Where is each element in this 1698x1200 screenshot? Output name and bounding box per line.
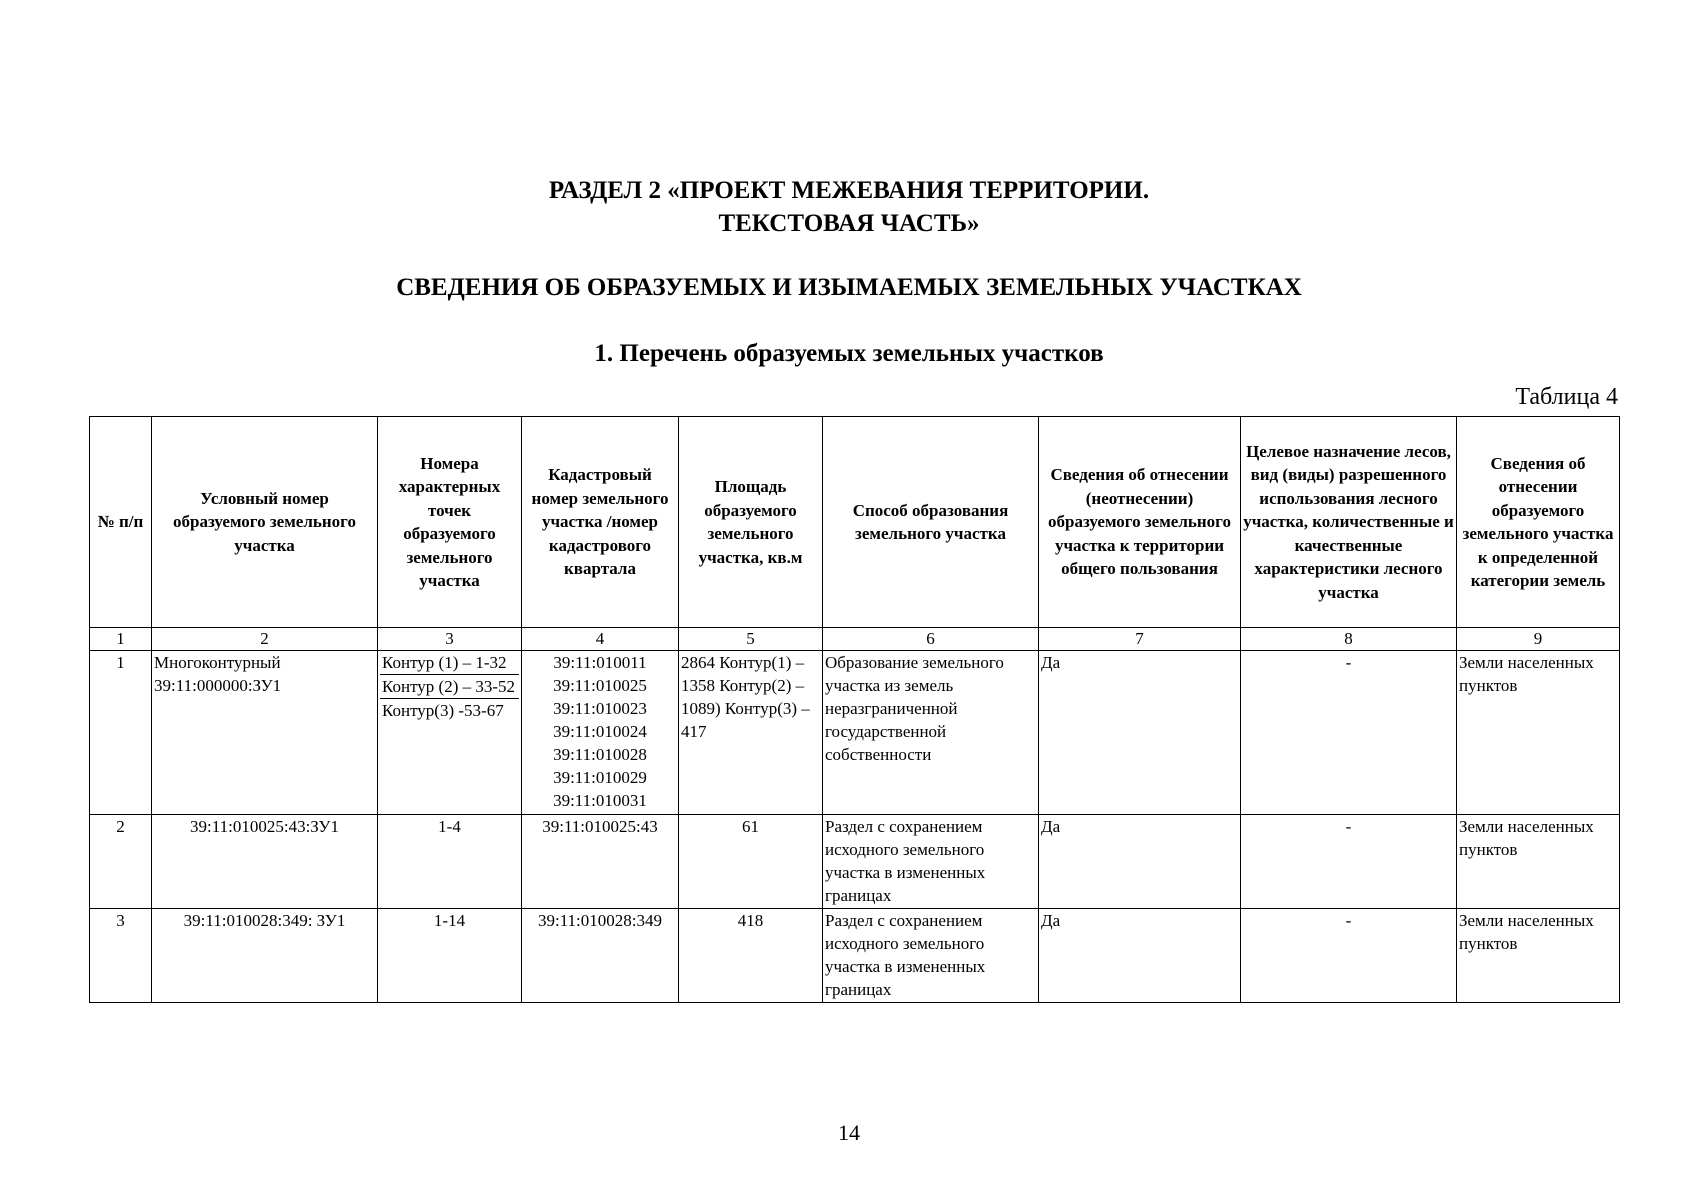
column-number: 6 bbox=[823, 628, 1039, 651]
parcel-number: 39:11:010025:43:ЗУ1 bbox=[152, 815, 378, 909]
column-number: 7 bbox=[1039, 628, 1241, 651]
table-row bbox=[90, 909, 1620, 1003]
header-cell: Сведения об отнесении (неотнесении) образуемого земельного участка к территории общего пользования bbox=[1039, 417, 1241, 628]
column-number: 8 bbox=[1241, 628, 1457, 651]
table-row bbox=[90, 815, 1620, 909]
contour-points: Контур (1) – 1-32 bbox=[380, 651, 519, 675]
points-cell: 1-4 bbox=[378, 815, 522, 909]
cadastral-number: 39:11:010011 39:11:010025 39:11:010023 39:11:010024 39:11:010028 39:11:010029 39:11:010031 bbox=[522, 651, 679, 815]
area: 418 bbox=[679, 909, 823, 1003]
contour-points: Контур(3) -53-67 bbox=[382, 701, 504, 720]
contour-points: Контур (2) – 33-52 bbox=[380, 675, 519, 699]
forest-purpose: - bbox=[1241, 651, 1457, 815]
header-cell: Сведения об отнесении образуемого земельного участка к определенной категории земель bbox=[1457, 417, 1620, 628]
area: 2864 Контур(1) – 1358 Контур(2) – 1089) Контур(3) – 417 bbox=[679, 651, 823, 815]
column-number: 9 bbox=[1457, 628, 1620, 651]
header-cell: Целевое назначение лесов, вид (виды) разрешенного использования лесного участка, количественные и качественные характеристики лесного участка bbox=[1241, 417, 1457, 628]
header-cell: Способ образования земельного участка bbox=[823, 417, 1039, 628]
table-label: Таблица 4 bbox=[1515, 384, 1618, 410]
header-cell: Площадь образуемого земельного участка, кв.м bbox=[679, 417, 823, 628]
row-number: 3 bbox=[90, 909, 152, 1003]
parcel-number: Многоконтурный 39:11:000000:ЗУ1 bbox=[152, 651, 378, 815]
formation-method: Раздел с сохранением исходного земельного участка в измененных границах bbox=[823, 815, 1039, 909]
column-number: 3 bbox=[378, 628, 522, 651]
table-row bbox=[90, 651, 1620, 815]
forest-purpose: - bbox=[1241, 909, 1457, 1003]
land-category: Земли населенных пунктов bbox=[1457, 815, 1620, 909]
header-cell: Номера характерных точек образуемого земельного участка bbox=[378, 417, 522, 628]
area: 61 bbox=[679, 815, 823, 909]
section-title-line1: РАЗДЕЛ 2 «ПРОЕКТ МЕЖЕВАНИЯ ТЕРРИТОРИИ. bbox=[548, 177, 1150, 204]
public-use: Да bbox=[1039, 815, 1241, 909]
forest-purpose: - bbox=[1241, 815, 1457, 909]
header-cell: Условный номер образуемого земельного участка bbox=[152, 417, 378, 628]
points-cell bbox=[378, 651, 522, 815]
public-use: Да bbox=[1039, 651, 1241, 815]
section-title-line2: ТЕКСТОВАЯ ЧАСТЬ» bbox=[718, 210, 980, 237]
header-cell: № п/п bbox=[90, 417, 152, 628]
column-number: 5 bbox=[679, 628, 823, 651]
land-category: Земли населенных пунктов bbox=[1457, 909, 1620, 1003]
land-category: Земли населенных пунктов bbox=[1457, 651, 1620, 815]
column-number-row bbox=[90, 628, 1620, 651]
header-row bbox=[90, 417, 1620, 628]
formation-method: Раздел с сохранением исходного земельного участка в измененных границах bbox=[823, 909, 1039, 1003]
row-number: 2 bbox=[90, 815, 152, 909]
list-title: 1. Перечень образуемых земельных участков bbox=[594, 340, 1104, 367]
points-cell: 1-14 bbox=[378, 909, 522, 1003]
parcel-number: 39:11:010028:349: ЗУ1 bbox=[152, 909, 378, 1003]
column-number: 4 bbox=[522, 628, 679, 651]
column-number: 1 bbox=[90, 628, 152, 651]
header-cell: Кадастровый номер земельного участка /номер кадастрового квартала bbox=[522, 417, 679, 628]
subtitle: СВЕДЕНИЯ ОБ ОБРАЗУЕМЫХ И ИЗЫМАЕМЫХ ЗЕМЕЛЬНЫХ УЧАСТКАХ bbox=[396, 274, 1302, 301]
cadastral-number: 39:11:010028:349 bbox=[522, 909, 679, 1003]
page-number: 14 bbox=[838, 1120, 860, 1145]
cadastral-number: 39:11:010025:43 bbox=[522, 815, 679, 909]
formation-method: Образование земельного участка из земель неразграниченной государственной собственности bbox=[823, 651, 1039, 815]
public-use: Да bbox=[1039, 909, 1241, 1003]
row-number: 1 bbox=[90, 651, 152, 815]
parcels-table bbox=[89, 416, 1620, 1003]
column-number: 2 bbox=[152, 628, 378, 651]
